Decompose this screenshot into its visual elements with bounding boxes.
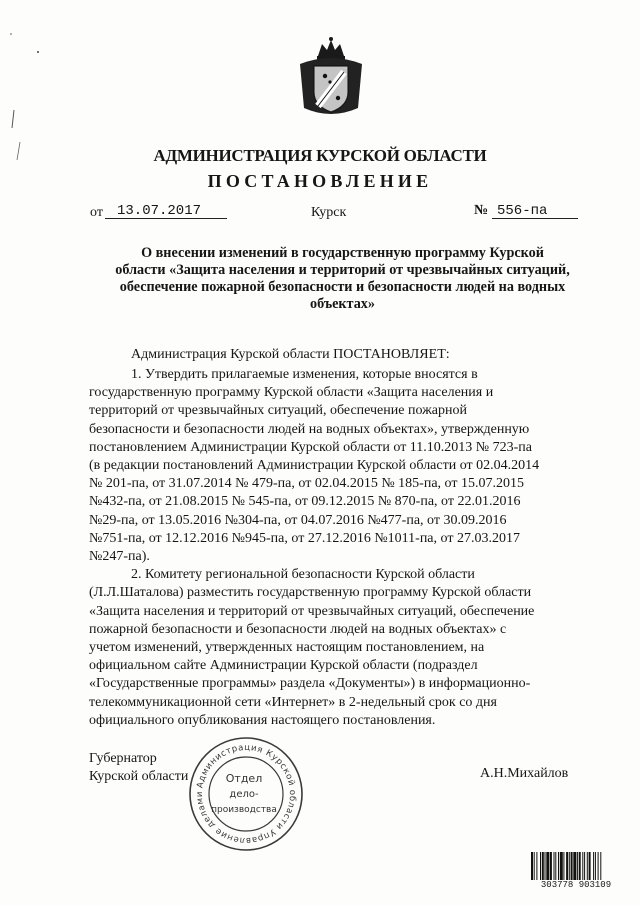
barcode-bar — [540, 852, 541, 882]
document-number: 556-па — [497, 203, 548, 219]
line-text: государственную программу Курской области «Защита населения и — [89, 385, 494, 401]
line-text: №751-па, от 12.12.2016 №945-па, от 27.12.2016 №1011-па, от 27.03.2017 — [89, 530, 520, 546]
line-text: №247-па). — [89, 549, 150, 565]
paragraph-1-line — [89, 402, 580, 420]
position-line: Курской области — [89, 769, 189, 784]
paragraph-1-line — [89, 366, 580, 384]
barcode-bar — [598, 852, 599, 882]
barcode-number: 303778 903109 — [528, 880, 624, 891]
line-text: (Л.Л.Шаталова) разместить государственную программу Курской области — [89, 585, 532, 601]
subject-line: области «Защита населения и территорий от чрезвычайных ситуаций, — [115, 262, 570, 278]
preamble: Администрация Курской области ПОСТАНОВЛЯЕТ: — [131, 347, 450, 362]
line-text: пожарной безопасности и безопасности людей на водных объектах» с — [89, 621, 507, 637]
barcode-bar — [558, 852, 559, 882]
line-text: постановлением Администрации Курской области от 11.10.2013 № 723-па — [89, 439, 533, 455]
paragraph-2-line — [89, 603, 580, 621]
line-text: «Государственные программы» раздела «Документы») в информационно- — [89, 676, 531, 692]
line-text: официального опубликования настоящего постановления. — [89, 712, 436, 728]
barcode-bar — [555, 852, 556, 882]
subject-line: О внесении изменений в государственную программу Курской — [141, 245, 544, 261]
barcode-bar — [600, 852, 601, 882]
paragraph-2-line — [89, 621, 580, 639]
paragraph-1-line — [89, 421, 580, 439]
date-underline — [105, 201, 227, 219]
paragraph-1-line — [89, 493, 580, 511]
document-date: 13.07.2017 — [117, 203, 202, 219]
paragraph-1-line — [89, 384, 580, 402]
barcode-bar — [560, 852, 563, 882]
paragraph-2-line — [89, 566, 580, 584]
position-line: Губернатор — [89, 751, 157, 766]
stamp-center-line: производства — [211, 805, 277, 815]
number-prefix: № — [474, 203, 489, 218]
line-text: безопасности и безопасности людей на водных объектах», утвержденную — [89, 421, 530, 437]
line-text: учетом изменений, утвержденных настоящим постановлением, на — [89, 640, 485, 656]
paragraph-1-line — [89, 530, 580, 548]
barcode-bar — [531, 852, 533, 882]
document-subject — [90, 245, 595, 313]
coat-of-arms-emblem — [292, 36, 370, 118]
office-stamp — [186, 734, 306, 854]
document-body — [89, 366, 580, 730]
signatory-position — [89, 750, 188, 786]
line-text: 2. Комитету региональной безопасности Курской области — [131, 567, 475, 583]
paragraph-1-line — [89, 512, 580, 530]
barcode-bar — [550, 852, 552, 882]
city-name: Курск — [311, 205, 347, 220]
paragraph-2-line — [89, 675, 580, 693]
subject-line: обеспечение пожарной безопасности и безопасности людей на водных — [119, 279, 566, 295]
line-text: территорий от чрезвычайных ситуаций, обеспечение пожарной — [89, 403, 467, 419]
document-type: ПОСТАНОВЛЕНИЕ — [207, 171, 433, 191]
barcode-bar — [584, 852, 585, 882]
subject-line: объектах» — [309, 296, 375, 312]
paragraph-1-line — [89, 548, 580, 566]
paragraph-2-line — [89, 694, 580, 712]
line-text: (в редакции постановлений Администрации Курской области от 02.04.2014 — [89, 458, 540, 474]
organization-title: АДМИНИСТРАЦИЯ КУРСКОЙ ОБЛАСТИ — [153, 146, 487, 165]
line-text: официальном сайте Администрации Курской области (подраздел — [89, 658, 478, 674]
line-text: №432-па, от 21.08.2015 № 545-па, от 09.12.2015 № 870-па, от 22.01.2016 — [89, 494, 521, 510]
paragraph-2-line — [89, 657, 580, 675]
paragraph-2-line — [89, 639, 580, 657]
line-text: телекоммуникационной сети «Интернет» в 2-недельный срок со дня — [89, 694, 497, 710]
barcode-bar — [566, 852, 568, 882]
signatory-name: А.Н.Михайлов — [480, 766, 569, 781]
barcode-bar — [579, 852, 581, 882]
paragraph-2-line — [89, 712, 580, 730]
barcode-bar — [577, 852, 578, 882]
barcode-bar — [595, 852, 596, 882]
barcode-bar — [571, 852, 573, 882]
barcode-bar — [554, 852, 555, 882]
barcode-bar — [546, 852, 549, 882]
paragraph-1-line — [89, 457, 580, 475]
barcode-bar — [587, 852, 588, 882]
barcode-bar — [542, 852, 544, 882]
barcode-bar — [569, 852, 570, 882]
barcode-bar — [573, 852, 576, 882]
barcode-bar — [582, 852, 583, 882]
line-text: №29-па, от 13.05.2016 №304-па, от 04.07.2016 №477-па, от 30.09.2016 — [89, 512, 507, 528]
line-text: «Защита населения и территорий от чрезвычайных ситуаций, обеспечение — [89, 603, 535, 619]
barcode-bar — [545, 852, 546, 882]
paragraph-1-line — [89, 475, 580, 493]
date-prefix: от — [90, 205, 103, 220]
number-underline — [492, 201, 578, 219]
barcode-bar — [589, 852, 591, 882]
barcode-bar — [536, 852, 537, 882]
paragraph-2-line — [89, 584, 580, 602]
paragraph-1-line — [89, 439, 580, 457]
stamp-center-line: Отдел — [225, 772, 263, 785]
barcode-bar — [534, 852, 535, 882]
stamp-ring-text: Администрация Курской области Управление делами — [194, 742, 298, 846]
barcode-bar — [593, 852, 594, 882]
line-text: 1. Утвердить прилагаемые изменения, которые вносятся в — [131, 367, 478, 382]
barcode-bar — [563, 852, 564, 882]
stamp-center-line: дело- — [229, 789, 259, 800]
line-text: № 201-па, от 31.07.2014 № 479-па, от 02.04.2015 № 185-па, от 15.07.2015 — [89, 476, 524, 492]
